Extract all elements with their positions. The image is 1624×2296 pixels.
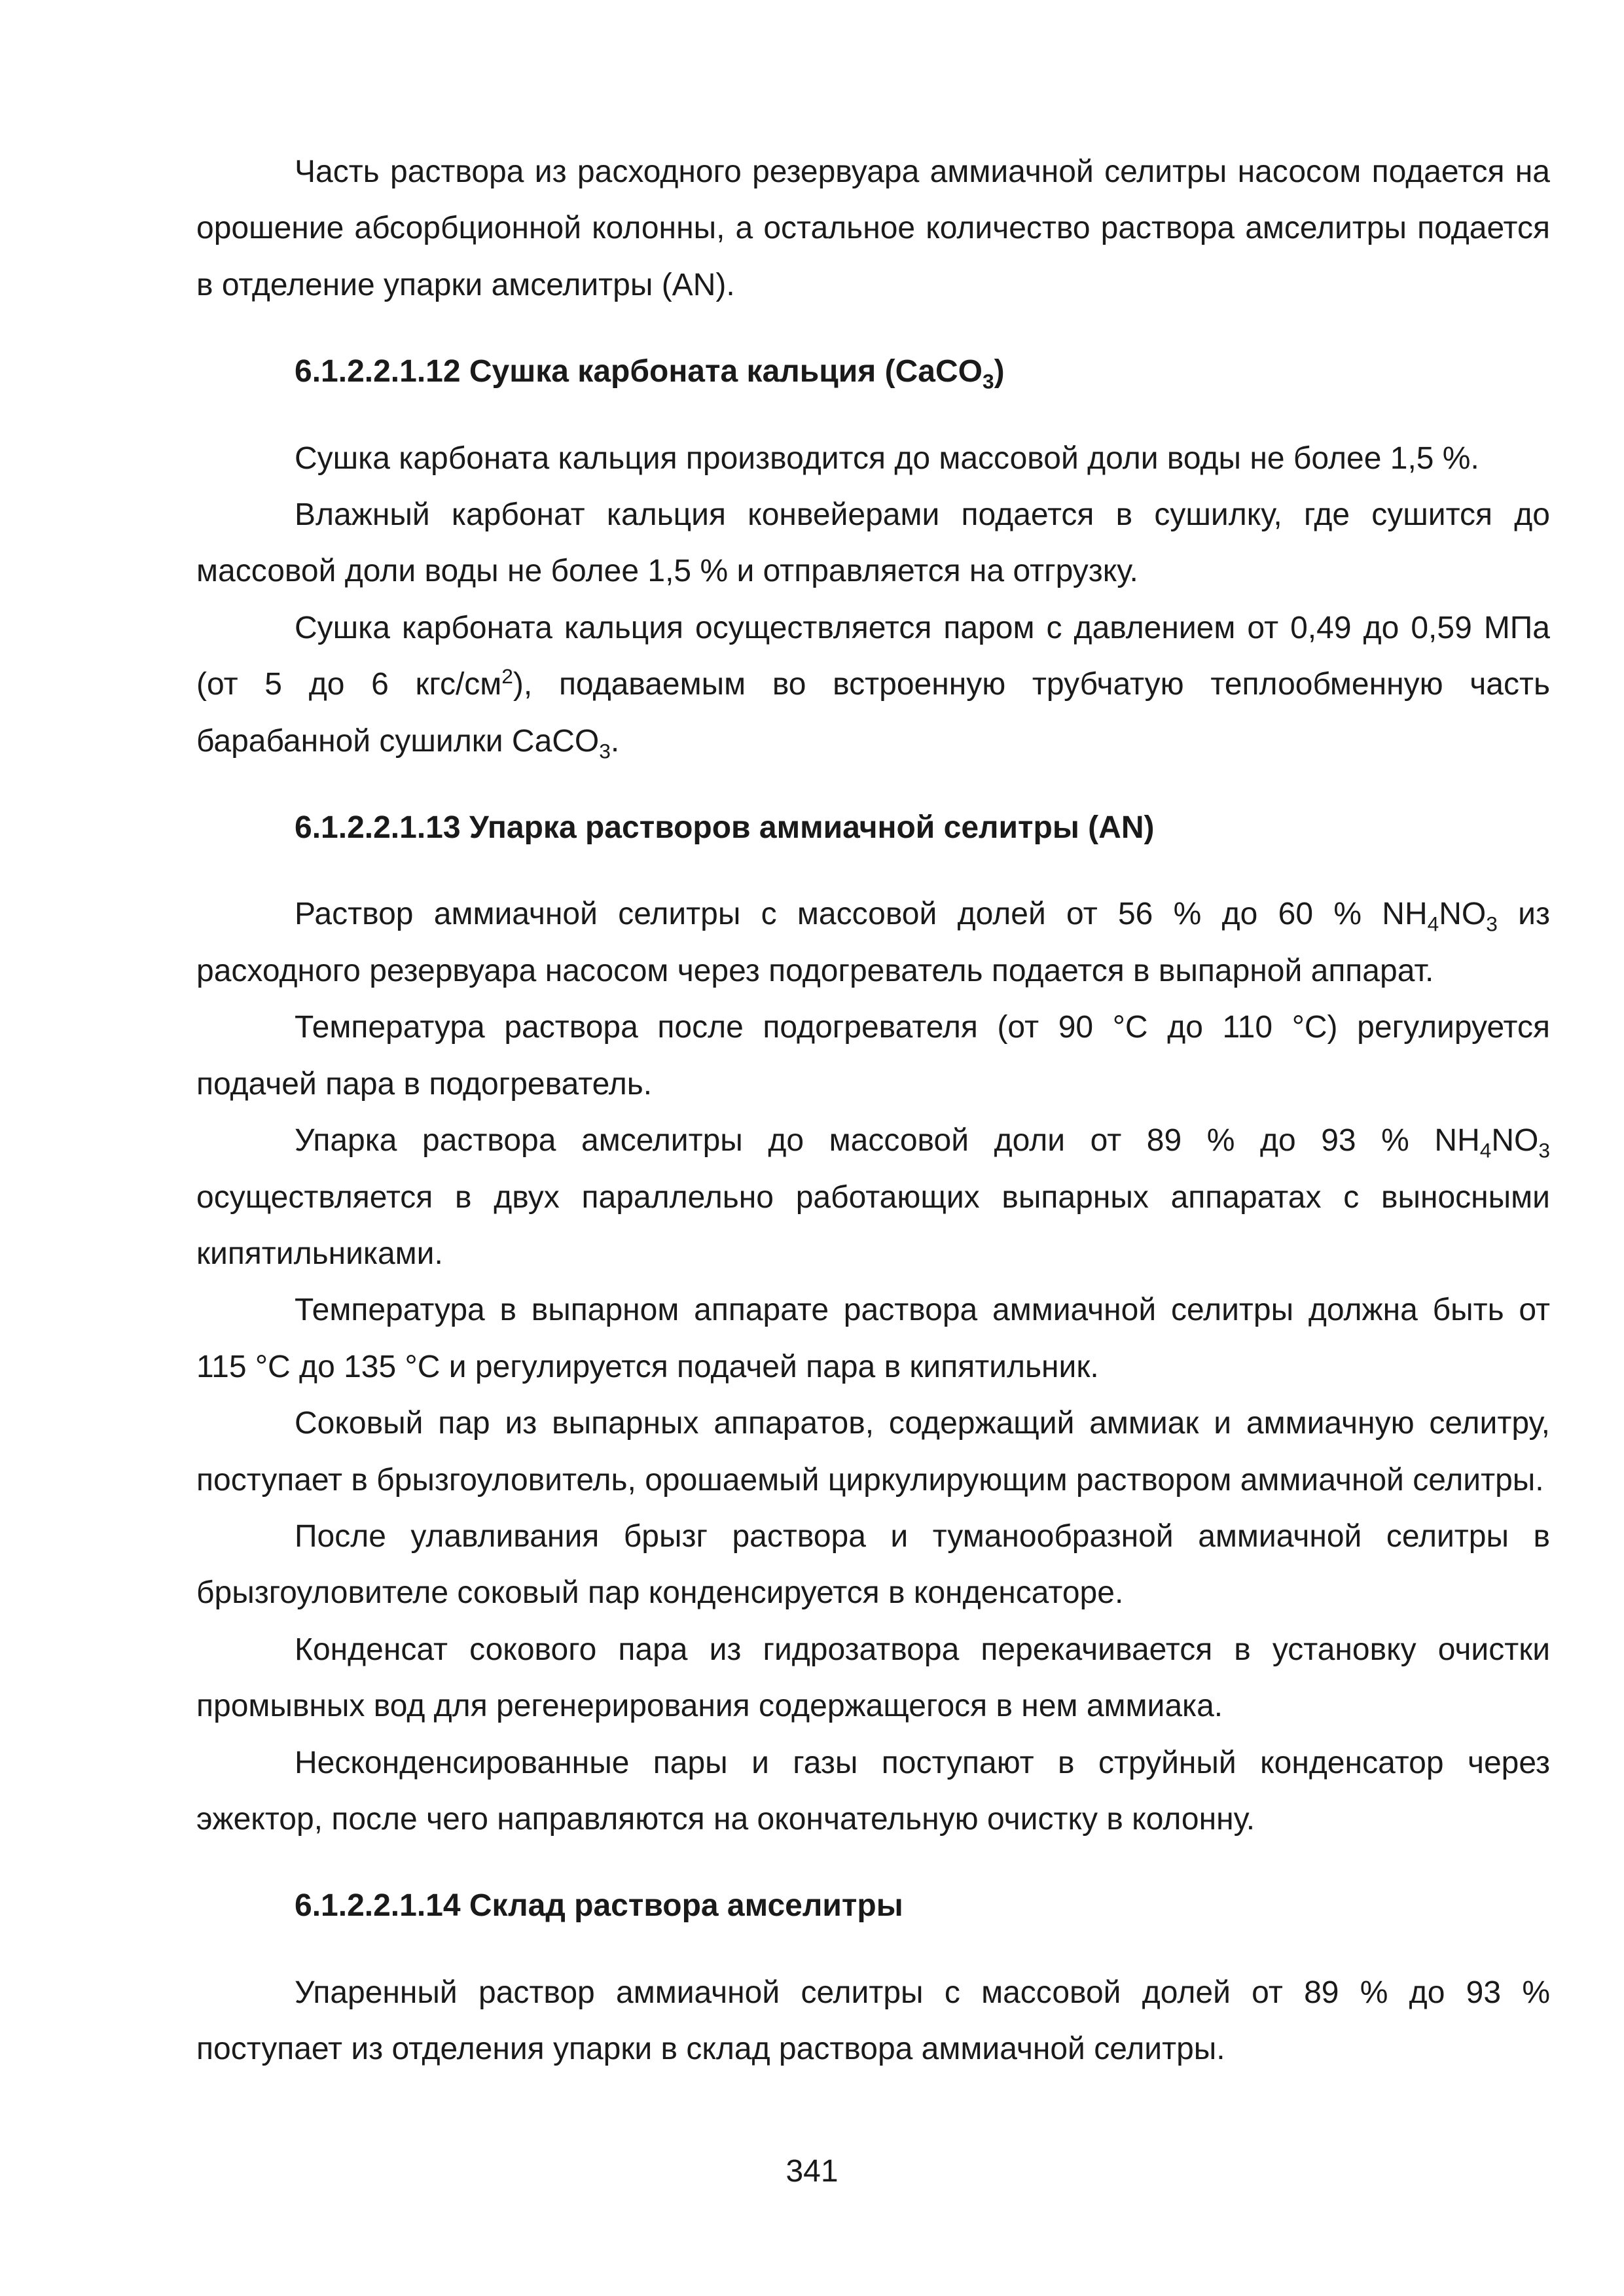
intro-paragraph: Часть раствора из расходного резервуара аммиачной селитры насосом подается на орошение абсорбционной колонны, а остальное количество раствора амселитры подается в отделение упарки амселитры (AN). [196, 154, 1550, 302]
page-number: 341 [785, 2154, 839, 2189]
section-12-p3-part-c: . [610, 723, 620, 759]
section-14-paragraph-1: Упаренный раствор аммиачной селитры с массовой долей от 89 % до 93 % поступает из отделения упарки в склад раствора аммиачной селитры. [196, 1975, 1550, 2067]
section-13-p3-part-c: осуществляется в двух параллельно работающих выпарных аппаратах с выносными кипятильниками. [196, 1179, 1550, 1271]
section-13-p3-part-a: Упарка раствора амселитры до массовой доли от 89 % до 93 % NH [295, 1123, 1480, 1158]
section-12-p3-sub: 3 [599, 739, 611, 763]
section-13-p1-part-b: NO [1439, 897, 1487, 932]
section-13-p1-sub-2: 3 [1486, 912, 1498, 937]
section-13-p3-sub-2: 3 [1538, 1138, 1550, 1162]
section-13-paragraph-4: Температура в выпарном аппарате раствора аммиачной селитры должна быть от 115 °С до 135 °С и регулируется подачей пара в кипятильник. [196, 1293, 1550, 1384]
section-13-p3-part-b: NO [1491, 1123, 1539, 1158]
section-13-paragraph-6: После улавливания брызг раствора и туманообразной аммиачной селитры в брызгоуловителе соковый пар конденсируется в конденсаторе. [196, 1518, 1550, 1611]
section-13-p3-sub-1: 4 [1479, 1138, 1492, 1162]
section-13-p1-part-a: Раствор аммиачной селитры с массовой долей от 56 % до 60 % NH [295, 897, 1428, 932]
section-heading-13: 6.1.2.2.1.13 Упарка растворов аммиачной селитры (AN) [295, 810, 1155, 846]
section-13-p1-sub-1: 4 [1427, 912, 1439, 937]
section-12-paragraph-1: Сушка карбоната кальция производится до массовой доли воды не более 1,5 %. [295, 440, 1479, 476]
section-13-paragraph-3 [196, 1113, 1550, 1282]
section-12-paragraph-2: Влажный карбонат кальция конвейерами подается в сушилку, где сушится до массовой доли воды не более 1,5 % и отправляется на отгрузку. [196, 497, 1550, 589]
section-heading-12-sub: 3 [982, 369, 994, 393]
document-page [196, 144, 1550, 2078]
section-13-paragraph-1 [196, 886, 1550, 999]
section-13-paragraph-8: Несконденсированные пары и газы поступают в струйный конденсатор через эжектор, после чего направляются на окончательную очистку в колонну. [196, 1745, 1550, 1837]
section-12-p3-part-b: ), подаваемым во встроенную трубчатую теплообменную часть барабанной сушилки CaCO [196, 667, 1550, 759]
section-13-paragraph-7: Конденсат сокового пара из гидрозатвора перекачивается в установку очистки промывных вод для регенерирования содержащегося в нем аммиака. [196, 1632, 1550, 1724]
section-heading-14: 6.1.2.2.1.14 Склад раствора амселитры [295, 1888, 903, 1924]
section-13-p1-part-c: из расходного резервуара насосом через подогреватель подается в выпарной аппарат. [196, 897, 1551, 988]
section-13-paragraph-5: Соковый пар из выпарных аппаратов, содержащий аммиак и аммиачную селитру, поступает в брызгоуловитель, орошаемый циркулирующим раствором аммиачной селитры. [196, 1406, 1550, 1498]
section-12-p3-part-a: Сушка карбоната кальция осуществляется паром с давлением от 0,49 до 0,59 МПа (от 5 до 6 кгс/см [196, 610, 1550, 702]
section-13-paragraph-2: Температура раствора после подогревателя (от 90 °С до 110 °С) регулируется подачей пара в подогреватель. [196, 1010, 1550, 1102]
section-heading-12-close: ) [994, 354, 1005, 389]
section-heading-12 [196, 344, 1550, 400]
section-12-p3-sup: 2 [501, 664, 513, 689]
section-12-paragraph-3 [196, 600, 1550, 770]
section-heading-12-text: 6.1.2.2.1.12 Сушка карбоната кальция (CaCO [295, 354, 983, 389]
